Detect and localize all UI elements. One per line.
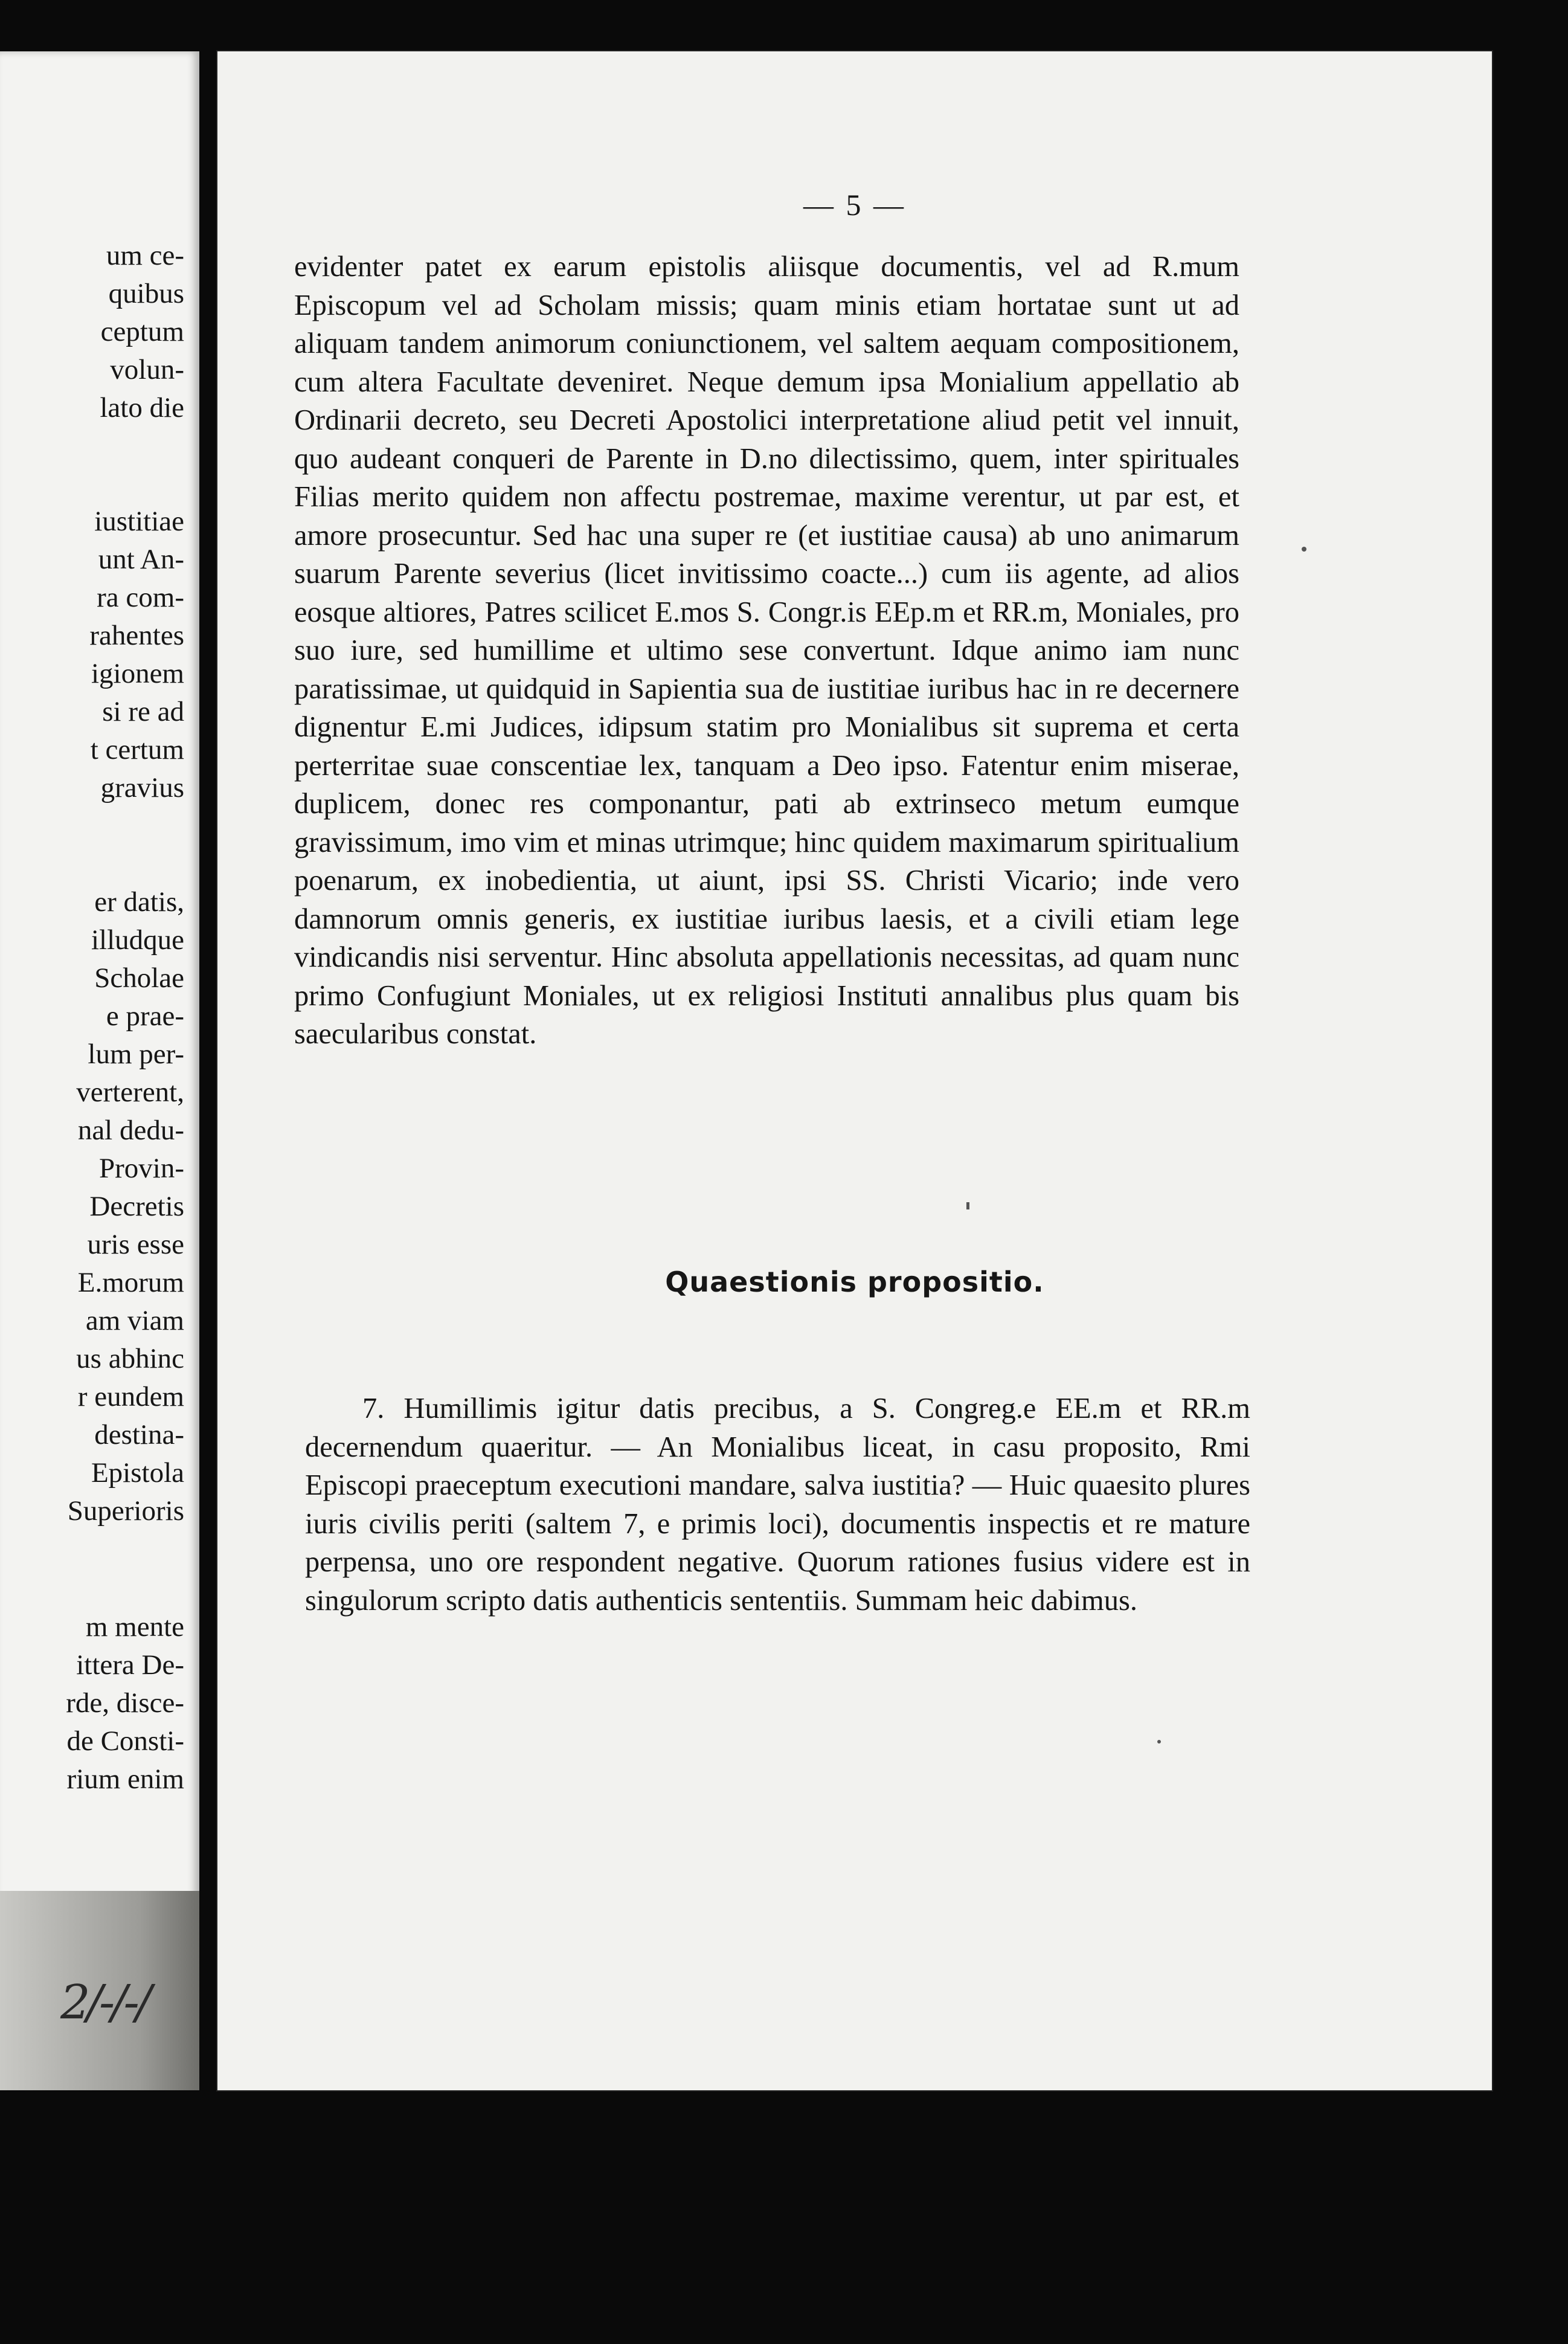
section-paragraph <box>305 1389 1250 1620</box>
ink-speck <box>1302 547 1306 552</box>
left-page-line: ittera De- <box>76 1649 184 1681</box>
left-page-line: r eundem <box>77 1381 184 1412</box>
left-page-line: iustitiae <box>94 506 184 537</box>
left-page-line: t certum <box>90 734 184 765</box>
left-page-line: illudque <box>91 924 184 956</box>
left-page-line: si re ad <box>102 696 184 727</box>
section-heading: Quaestionis propositio. <box>665 1266 1044 1298</box>
paragraph-text: 7. Humillimis igitur datis precibus, a S. Congreg.e EE.m et RR.m decernendum quaeritur. — An Monialibus liceat, in casu proposito, Rmi Episcopi praeceptum executioni mandare, salva iustitia? — Huic quaesito plures iuris civilis periti (saltem 7, e primis loci), documentis inspectis et re mature perpensa, uno ore respondent negative. Quorum rationes fusius videre est in singulorum scripto datis authenticis sententiis. Summam heic dabimus. <box>305 1393 1250 1617</box>
left-page-line: rde, disce- <box>66 1687 184 1719</box>
left-page-line: e prae- <box>106 1000 184 1032</box>
body-paragraph <box>294 248 1239 1054</box>
left-page-line: lato die <box>100 392 184 423</box>
left-page-line: er datis, <box>94 886 184 918</box>
main-page <box>217 51 1492 2090</box>
left-page-line: Provin- <box>99 1153 184 1184</box>
left-page-line: destina- <box>94 1419 184 1451</box>
left-page-line: gravius <box>100 772 184 803</box>
left-page-line: rahentes <box>89 620 184 651</box>
margin-handwriting: 2/-/-/ <box>60 1975 149 2030</box>
left-page-line: Scholae <box>94 962 184 994</box>
page-number: — 5 — <box>803 188 906 222</box>
left-page-line: uris esse <box>87 1229 184 1260</box>
ink-speck <box>1157 1740 1161 1744</box>
left-page-line: ceptum <box>100 316 184 347</box>
left-page-line: volun- <box>110 354 184 385</box>
left-page-line: nal dedu- <box>77 1115 184 1146</box>
left-page-line: E.morum <box>77 1267 184 1298</box>
left-page-line: ra com- <box>97 582 184 613</box>
left-page-line: us abhinc <box>76 1343 184 1374</box>
left-page-line: unt An- <box>98 544 184 575</box>
left-page-line: quibus <box>108 278 184 309</box>
left-page-line: um ce- <box>106 240 184 271</box>
left-page-line: de Consti- <box>66 1725 184 1757</box>
left-page-line: Epistola <box>91 1457 184 1489</box>
left-page-line: verterent, <box>76 1077 184 1108</box>
left-page-line: Superioris <box>67 1495 184 1527</box>
ink-speck <box>966 1202 969 1209</box>
left-page-line: lum per- <box>88 1038 184 1070</box>
left-page-line: Decretis <box>89 1191 184 1222</box>
left-page-line: rium enim <box>66 1763 184 1795</box>
left-page-line: am viam <box>85 1305 184 1336</box>
left-page-line: igionem <box>91 658 184 689</box>
left-facing-page <box>0 51 199 2090</box>
left-page-line: m mente <box>85 1611 184 1643</box>
paragraph-text: evidenter patet ex earum epistolis aliisque documentis, vel ad R.mum Episcopum vel ad Scholam missis; quam minis etiam hortatae sunt ut ad aliquam tandem animorum coniunctionem, vel saltem aequam compositionem, cum altera Facultate deveniret. Neque demum ipsa Monialium appellatio ab Ordinarii decreto, seu Decreti Apostolici interpretatione aliud petit vel innuit, quo audeant conqueri de Parente in D.no dilectissimo, quem, inter spirituales Filias merito quidem non affectu postremae, maxime verentur, ut par est, et amore prosecuntur. Sed hac una super re (et iustitiae causa) ab uno animarum suarum Parente severius (licet invitissimo coacte...) cum iis agente, ad alios eosque altiores, Patres scilicet E.mos S. Congr.is EEp.m et RR.m, Moniales, pro suo iure, sed humillime et ultimo sese convertunt. Idque animo iam nunc paratissimae, ut quidquid in Sapientia sua de iustitiae iuribus hac in re decernere dignentur E.mi Judices, idipsum statim pro Monialibus sit suprema et certa perterritae suae conscentiae lex, tanquam a Deo ipso. Fatentur enim miserae, duplicem, donec res componantur, pati ab extrinseco metum eumque gravissimum, imo vim et minas utrimque; hinc quidem maximarum spiritualium poenarum, ex inobedientia, ut aiunt, ipsi SS. Christi Vicario; inde vero damnorum omnis generis, ex iustitiae iuribus laesis, et a civili etiam lege vindicandis nisi serventur. Hinc absoluta appellationis necessitas, ad quam nunc primo Confugiunt Moniales, ut ex religiosi Instituti annalibus plus quam bis saecularibus constat. <box>294 251 1239 1050</box>
